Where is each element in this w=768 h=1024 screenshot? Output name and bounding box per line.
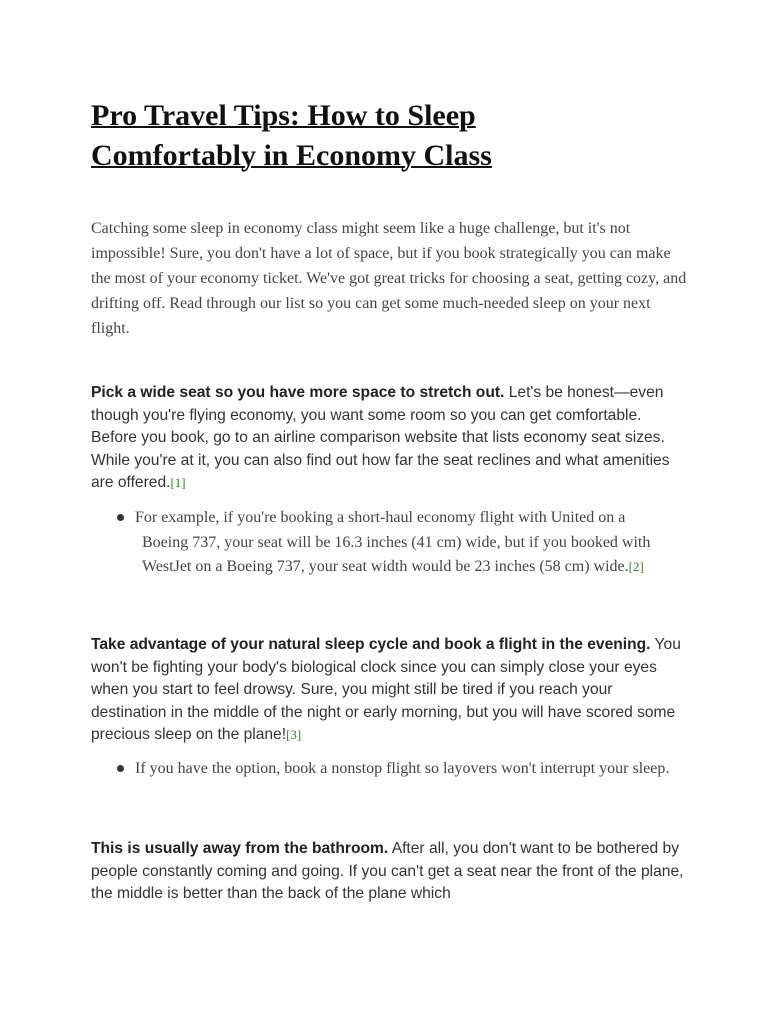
bullet-text: For example, if you're booking a short-haul economy flight with United on a Boeing 737, your seat will be 16.3 inches (41 cm) wide, but if you booked with WestJet on a Boeing 737, your seat width would be 23 inches (58 cm) wide. bbox=[135, 509, 651, 575]
article-title: Pro Travel Tips: How to Sleep Comfortably in Economy Class bbox=[91, 99, 492, 172]
bullet-icon bbox=[117, 514, 124, 521]
section-body: After all, you don't want to be bothered by people constantly coming and going. If you can't get a seat near the front of the plane, the middle is better than the back of the plane which bbox=[91, 840, 684, 902]
section-body: Let's be honest—even though you're flying economy, you want some room so you can get comfortable. Before you book, go to an airline comparison website that lists economy seat sizes. While you're at it, you can also find out how far the seat reclines and what amenities are offered. bbox=[91, 384, 670, 491]
reference-link[interactable]: [1] bbox=[170, 475, 186, 490]
reference-link[interactable]: [3] bbox=[286, 727, 302, 742]
section-body: You won't be fighting your body's biological clock since you can simply close your eyes when you start to feel drowsy. Sure, you might still be tired if you reach your destination in the middle of the night or early morning, but you will have scored some precious sleep on the plane! bbox=[91, 636, 681, 743]
section-lead: This is usually away from the bathroom. bbox=[91, 840, 389, 857]
section-lead: Take advantage of your natural sleep cycle and book a flight in the evening. bbox=[91, 636, 651, 653]
section-wide-seat bbox=[91, 382, 691, 495]
bullet-list bbox=[91, 506, 671, 580]
bullet-list bbox=[91, 757, 671, 782]
bullet-text: If you have the option, book a nonstop flight so layovers won't interrupt your sleep. bbox=[135, 760, 670, 777]
list-item bbox=[91, 506, 671, 580]
intro-paragraph: Catching some sleep in economy class might seem like a huge challenge, but it's not impossible! Sure, you don't have a lot of space, but if you book strategically you can make the most of your economy ticket. We've got great tricks for choosing a seat, getting cozy, and drifting off. Read through our list so you can get some much-needed sleep on your next flight. bbox=[91, 220, 687, 337]
bullet-icon bbox=[117, 765, 124, 772]
section-seat-location bbox=[91, 838, 691, 906]
section-evening-flight bbox=[91, 634, 691, 747]
reference-link[interactable]: [2] bbox=[628, 559, 644, 574]
list-item bbox=[91, 757, 671, 782]
section-lead: Pick a wide seat so you have more space to stretch out. bbox=[91, 384, 505, 401]
